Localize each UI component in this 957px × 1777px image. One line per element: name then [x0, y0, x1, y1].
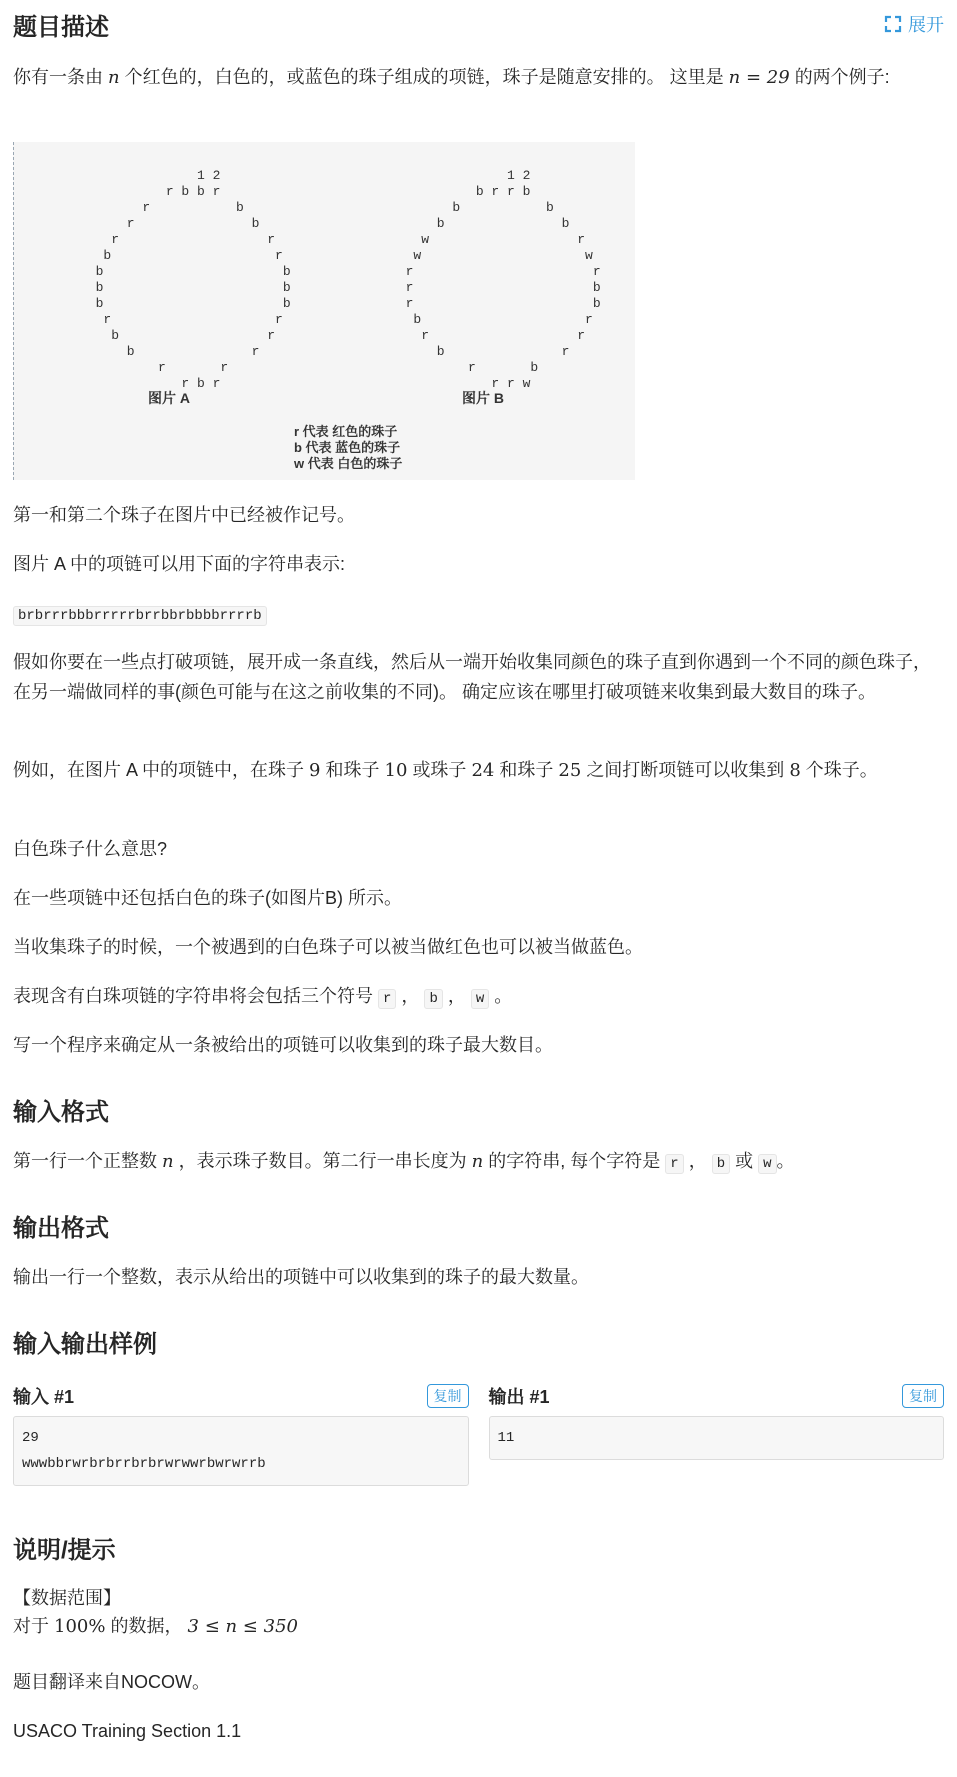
output-format-title: 输出格式 — [13, 1215, 109, 1242]
description-paragraph-10: 写一个程序来确定从一条被给出的项链可以收集到的珠子最大数目。 — [13, 1035, 553, 1055]
sample-input-label: 输入 #1 — [13, 1387, 75, 1407]
hint-source: USACO Training Section 1.1 — [13, 1721, 242, 1741]
expand-label: 展开 — [908, 15, 944, 35]
description-paragraph-4: 假如你要在一些点打破项链，展开成一条直线，然后从一端开始收集同颜色的珠子直到你遇到一个不同的颜色珠子，在另一端做同样的事(颜色可能与在这之前收集的不同)。 确定应该在哪里打破项链来收集到最大数目的珠子。 — [13, 652, 931, 702]
sample-output-box: 11 — [489, 1416, 945, 1460]
description-paragraph-8: 当收集珠子的时候，一个被遇到的白色珠子可以被当做红色也可以被当做蓝色。 — [13, 937, 643, 957]
code-line — [13, 598, 944, 631]
input-format-title: 输入格式 — [13, 1099, 109, 1126]
sample-output-label: 输出 #1 — [488, 1387, 550, 1407]
expand-icon — [884, 15, 902, 33]
samples-title: 输入输出样例 — [13, 1331, 157, 1358]
hint-title: 说明/提示 — [13, 1537, 116, 1564]
description-paragraph-6: 白色珠子什么意思? — [13, 839, 168, 859]
copy-output-button[interactable]: 复制 — [902, 1384, 944, 1408]
figure-legend: r 代表 红色的珠子 b 代表 蓝色的珠子 w 代表 白色的珠子 — [294, 424, 403, 471]
hint-range: 对于 100% 的数据， 3 ≤ n ≤ 350 — [13, 1616, 298, 1637]
hint-range-label: 【数据范围】 — [13, 1588, 121, 1608]
sample-input-box: 29 wwwbbrwrbrbrrbrbrwrwwrbwrwrrb — [13, 1416, 469, 1486]
description-paragraph-2: 第一和第二个珠子在图片中已经被作记号。 — [13, 505, 355, 525]
description-paragraph-7: 在一些项链中还包括白色的珠子(如图片B) 所示。 — [13, 888, 402, 908]
pic-b-label: 图片 B — [462, 390, 504, 406]
description-paragraph-3: 图片 A 中的项链可以用下面的字符串表示: — [13, 554, 346, 574]
copy-input-button[interactable]: 复制 — [427, 1384, 469, 1408]
necklace-ascii-b: 1 2 b r r b b b b b w r w w r r r b r b b r r r b r r b r r w — [405, 168, 601, 391]
description-title: 题目描述 — [13, 13, 109, 41]
necklace-figure — [13, 142, 635, 480]
necklace-ascii-a: 1 2 r b b r r b r b r r b r b b b b b b r r b r b r r r r b r — [95, 168, 291, 391]
description-header — [13, 2, 944, 46]
expand-button[interactable] — [884, 11, 944, 37]
pic-a-label: 图片 A — [148, 390, 190, 406]
sample-input — [13, 1376, 469, 1486]
description-paragraph-9: 表现含有白珠项链的字符串将会包括三个符号 r ， b ， w 。 — [13, 986, 513, 1007]
description-paragraph-5: 例如，在图片 A 中的项链中，在珠子 9 和珠子 10 或珠子 24 和珠子 25 之间打断项链可以收集到 8 个珠子。 — [13, 760, 878, 781]
description-paragraph-1: 你有一条由 n 个红色的，白色的，或蓝色的珠子组成的项链，珠子是随意安排的。 这里是 n = 29 的两个例子: — [13, 67, 890, 88]
output-format-text: 输出一行一个整数，表示从给出的项链中可以收集到的珠子的最大数量。 — [13, 1267, 589, 1287]
necklace-code: brbrrrbbbrrrrrbrrbbrbbbbrrrrb — [13, 606, 267, 626]
hint-translation: 题目翻译来自NOCOW。 — [13, 1672, 210, 1692]
input-format-text: 第一行一个正整数 n ，表示珠子数目。第二行一串长度为 n 的字符串, 每个字符是 r ， b 或 w 。 — [13, 1151, 795, 1172]
samples-container — [13, 1376, 944, 1486]
sample-output — [489, 1376, 945, 1486]
